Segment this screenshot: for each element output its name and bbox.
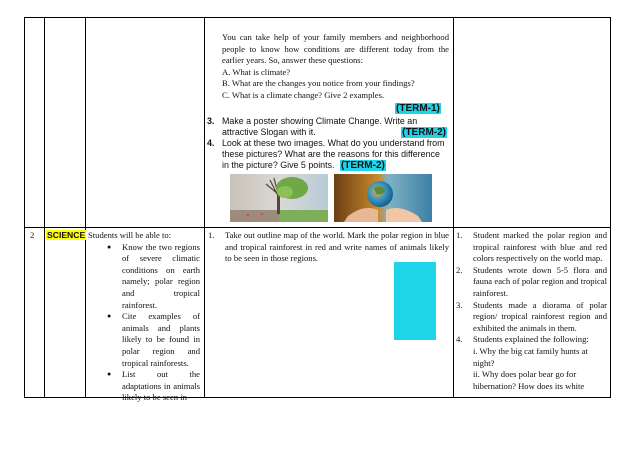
activity-item <box>208 230 449 265</box>
row1-item-4 <box>207 138 449 171</box>
term-badge: (TERM-2) <box>402 127 446 138</box>
row1-item-3 <box>207 116 449 138</box>
evidence-text: Student marked the polar region and tropical rainforest with blue and red colors respectively on the world map. <box>473 230 607 264</box>
item-4-text: Look at these two images. What do you understand from these pictures? What are the reasons for this difference in the picture? Give 5 points. <box>222 138 445 170</box>
col-divider <box>85 18 86 397</box>
col-divider <box>44 18 45 397</box>
learning-outcomes-cell <box>88 230 200 404</box>
evidence-number: 1. <box>456 230 463 240</box>
question-b: B. What are the changes you notice from your findings? <box>222 78 415 89</box>
outcome-item: ● Cite examples of animals and plants likely to be found in polar region and tropical rainforests. <box>104 311 200 369</box>
evidence-cell <box>456 230 607 392</box>
evidence-item <box>456 334 607 346</box>
outcome-item: ● List out the adaptations in animals likely to be seen in <box>104 369 200 404</box>
row-divider <box>25 227 610 228</box>
col-divider <box>204 18 205 397</box>
evidence-item <box>456 300 607 335</box>
evidence-text: Students made a diorama of polar region/ tropical rainforest region and exhibited the animals in them. <box>473 299 607 333</box>
evidence-subitem: i. Why the big cat family hunts at night? <box>473 345 588 368</box>
evidence-number: 4. <box>456 334 463 345</box>
evidence-number: 3. <box>456 299 463 310</box>
row2-number: 2 <box>30 230 35 240</box>
evidence-item <box>456 230 607 265</box>
col-divider <box>453 18 454 397</box>
evidence-item <box>456 265 607 300</box>
subject-badge: SCIENCE <box>47 230 86 240</box>
climate-contrast-tree-image <box>230 174 328 222</box>
row1-activity-cell <box>222 32 449 102</box>
row1-intro-text: You can take help of your family members and neighborhood people to know how conditions are different today from the earlier years. So, answer these questions: <box>222 32 449 66</box>
evidence-number: 2. <box>456 264 463 275</box>
question-c: C. What is a climate change? Give 2 examples. <box>222 89 385 100</box>
lesson-plan-table <box>24 17 611 403</box>
term-badge: (TERM-1) <box>396 103 440 114</box>
evidence-text: Students explained the following: <box>473 334 589 345</box>
activity-number: 1. <box>208 230 215 240</box>
outcomes-intro: Students will be able to: <box>88 230 172 240</box>
outcome-item: ● Know the two regions of severe climatic conditions on earth namely; polar region and tropical rainforest. <box>104 242 200 312</box>
item-3-number: 3. <box>207 116 215 126</box>
term-badge: (TERM-2) <box>340 160 385 171</box>
item-3-line-b: attractive Slogan with it. <box>222 127 316 137</box>
item-3-line-a: Make a poster showing Climate Change. Write an <box>222 116 418 126</box>
earth-in-hands-image <box>334 174 432 222</box>
cyan-highlight-block <box>394 262 436 340</box>
activity-text: Take out outline map of the world. Mark the polar region in blue and tropical rainforest in red and write names of animals likely to be seen in those regions. <box>225 230 449 264</box>
question-a: A. What is climate? <box>222 66 291 77</box>
evidence-subitem: ii. Why does polar bear go for hibernation? How does its white <box>473 369 585 391</box>
evidence-text: Students wrote down 5-5 flora and fauna each of polar region and tropical rainforest. <box>473 264 607 298</box>
item-4-number: 4. <box>207 138 215 148</box>
activity-cell <box>208 230 449 265</box>
